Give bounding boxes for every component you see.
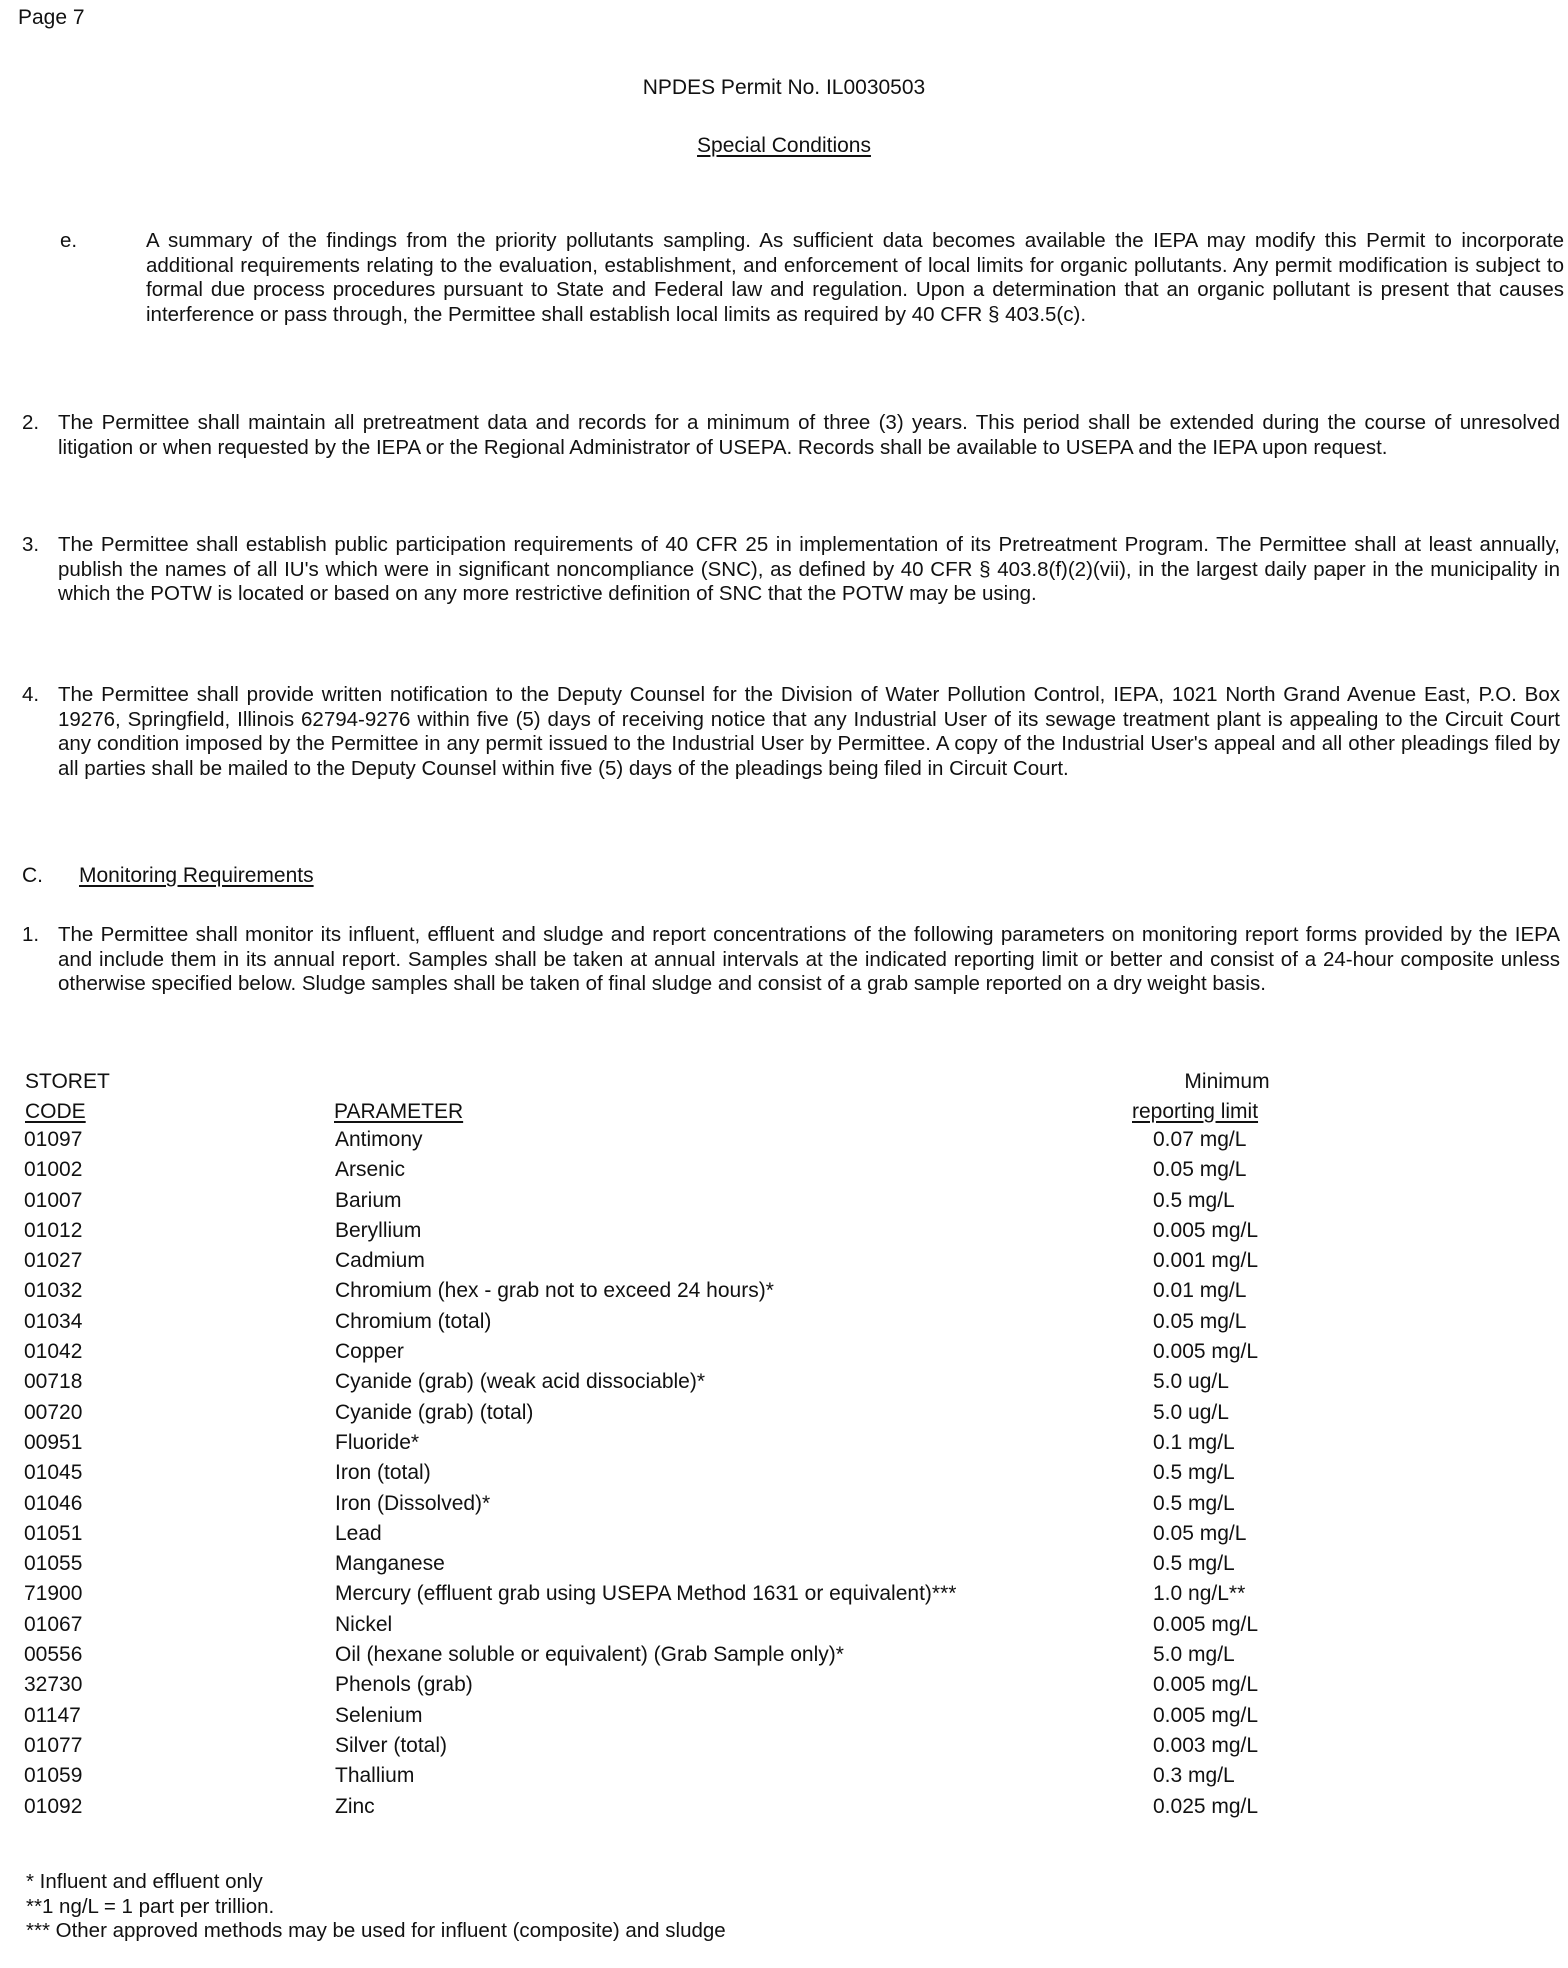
parameter: Phenols (grab) [335,1673,473,1697]
header-storet: STORET [25,1070,110,1093]
table-row [22,1795,1422,1825]
storet-code: 01012 [24,1218,83,1242]
table-row [22,1370,1422,1400]
paragraph-item-3 [22,533,1560,607]
permit-number: NPDES Permit No. IL0030503 [642,76,926,99]
storet-code: 00718 [24,1370,83,1394]
table-row [22,1552,1422,1582]
reporting-limit: 0.5 mg/L [1153,1552,1235,1576]
reporting-limit: 5.0 ug/L [1153,1370,1229,1394]
storet-code: 01034 [24,1309,83,1333]
storet-code: 01055 [24,1552,83,1576]
storet-code: 01002 [24,1158,83,1182]
storet-code: 32730 [24,1673,83,1697]
storet-code: 01045 [24,1461,83,1485]
reporting-limit: 0.005 mg/L [1153,1703,1259,1727]
table-row [22,1734,1422,1764]
table-row [22,1582,1422,1612]
parameter: Cyanide (grab) (weak acid dissociable)* [335,1370,706,1394]
parameter: Manganese [335,1552,445,1576]
storet-code: 00951 [24,1430,83,1454]
item-text: A summary of the findings from the priority pollutants sampling. As sufficient data becomes available the IEPA may modify this Permit to incorporate additional requirements relating to the evaluation, establishment, and enforcement of local limits for organic pollutants. Any permit modification is subject to formal due process procedures pursuant to State and Federal law and regulation. Upon a determination that an organic pollutant is present that causes interference or pass through, the Permittee shall establish local limits as required by 40 CFR § 403.5(c). [146,229,1564,326]
reporting-limit: 5.0 mg/L [1153,1643,1235,1667]
storet-code: 01032 [24,1279,83,1303]
item-text: The Permittee shall establish public participation requirements of 40 CFR 25 in implementation of its Pretreatment Program. The Permittee shall at least annually, publish the names of all IU's which were in significant noncompliance (SNC), as defined by 40 CFR § 403.8(f)(2)(vii), in the largest daily paper in the municipality in which the POTW is located or based on any more restrictive definition of SNC that the POTW may be using. [58,533,1560,605]
table-row [22,1219,1422,1249]
reporting-limit: 1.0 ng/L** [1153,1582,1246,1606]
parameter: Zinc [335,1794,375,1818]
table-row [22,1401,1422,1431]
reporting-limit: 0.025 mg/L [1153,1794,1259,1818]
item-text: The Permittee shall monitor its influent, effluent and sludge and report concentrations of the following parameters on monitoring report forms provided by the IEPA and include them in its annual report. Samples shall be taken at annual intervals at the indicated reporting limit or better and consist of a 24-hour composite unless otherwise specified below. Sludge samples shall be taken of final sludge and consist of a grab sample reported on a dry weight basis. [58,923,1560,995]
paragraph-monitoring-1 [22,923,1560,997]
storet-code: 01147 [24,1703,81,1727]
section-c-heading [22,864,314,888]
reporting-limit: 0.003 mg/L [1153,1733,1259,1757]
table-row [22,1310,1422,1340]
parameter: Copper [335,1340,404,1364]
parameter: Cadmium [335,1249,425,1273]
table-body [22,1128,1422,1825]
parameter: Chromium (total) [335,1309,492,1333]
storet-code: 01027 [24,1249,83,1273]
parameter: Nickel [335,1612,393,1636]
parameter: Thallium [335,1764,415,1788]
parameter: Iron (Dissolved)* [335,1491,491,1515]
parameter: Selenium [335,1703,423,1727]
reporting-limit: 0.5 mg/L [1153,1188,1235,1212]
section-title [0,134,1568,158]
table-row [22,1340,1422,1370]
table-row [22,1189,1422,1219]
table-row [22,1643,1422,1673]
section-c-title: Monitoring Requirements [79,864,314,887]
storet-code: 01092 [24,1794,83,1818]
paragraph-item-e [60,229,1564,327]
footnote-double-asterisk: **1 ng/L = 1 part per trillion. [26,1894,275,1918]
item-number: 4. [22,683,40,706]
page-label: Page 7 [18,6,85,29]
table-row [22,1128,1422,1158]
parameter: Cyanide (grab) (total) [335,1400,534,1424]
reporting-limit: 0.07 mg/L [1153,1128,1247,1151]
storet-code: 01046 [24,1491,83,1515]
parameter: Lead [335,1521,382,1545]
section-letter: C. [22,864,43,887]
footnote-triple-asterisk: *** Other approved methods may be used for influent (composite) and sludge [26,1919,726,1942]
reporting-limit: 0.5 mg/L [1153,1461,1235,1485]
parameter: Antimony [335,1128,423,1151]
paragraph-item-4 [22,683,1560,781]
section-title-text: Special Conditions [697,134,871,157]
table-row [22,1764,1422,1794]
storet-code: 00720 [24,1400,83,1424]
reporting-limit: 0.01 mg/L [1153,1279,1247,1303]
table-row [22,1522,1422,1552]
item-text: The Permittee shall maintain all pretreatment data and records for a minimum of three (3) years. This period shall be extended during the course of unresolved litigation or when requested by the IEPA or the Regional Administrator of USEPA. Records shall be available to USEPA and the IEPA upon request. [58,411,1560,459]
reporting-limit: 0.05 mg/L [1153,1521,1247,1545]
storet-code: 01007 [24,1188,83,1212]
reporting-limit: 0.5 mg/L [1153,1491,1235,1515]
header-minimum: Minimum [1184,1070,1270,1093]
table-row [22,1431,1422,1461]
parameter: Oil (hexane soluble or equivalent) (Grab Sample only)* [335,1643,844,1667]
item-number: e. [60,229,78,252]
table-row [22,1279,1422,1309]
reporting-limit: 0.3 mg/L [1153,1764,1235,1788]
storet-code: 00556 [24,1643,83,1667]
parameter: Silver (total) [335,1733,448,1757]
reporting-limit: 0.005 mg/L [1153,1612,1259,1636]
table-row [22,1704,1422,1734]
table-row [22,1492,1422,1522]
storet-code: 01097 [24,1128,83,1151]
reporting-limit: 0.005 mg/L [1153,1218,1259,1242]
footnotes [26,1870,726,1944]
parameter: Barium [335,1188,402,1212]
header-reporting-limit: reporting limit [1132,1100,1259,1123]
item-number: 1. [22,923,40,946]
reporting-limit: 0.1 mg/L [1153,1430,1235,1454]
reporting-limit: 0.005 mg/L [1153,1340,1259,1364]
storet-code: 01059 [24,1764,83,1788]
reporting-limit: 5.0 ug/L [1153,1400,1229,1424]
storet-code: 01051 [24,1521,83,1545]
storet-code: 71900 [24,1582,83,1606]
table-row [22,1673,1422,1703]
parameter: Beryllium [335,1218,422,1242]
parameter: Mercury (effluent grab using USEPA Method 1631 or equivalent)*** [335,1582,957,1606]
parameter: Fluoride* [335,1430,420,1454]
parameter: Arsenic [335,1158,406,1182]
table-row [22,1158,1422,1188]
item-number: 2. [22,411,40,434]
paragraph-item-2 [22,411,1560,460]
reporting-limit: 0.001 mg/L [1153,1249,1259,1273]
item-text: The Permittee shall provide written notification to the Deputy Counsel for the Division of Water Pollution Control, IEPA, 1021 North Grand Avenue East, P.O. Box 19276, Springfield, Illinois 62794-9276 within five (5) days of receiving notice that any Industrial User of its sewage treatment plant is appealing to the Circuit Court any condition imposed by the Permittee in any permit issued to the Industrial User by Permittee. A copy of the Industrial User's appeal and all other pleadings filed by all parties shall be mailed to the Deputy Counsel within five (5) days of the pleadings being filed in Circuit Court. [58,683,1560,780]
storet-code: 01067 [24,1612,83,1636]
table-row [22,1461,1422,1491]
reporting-limit: 0.05 mg/L [1153,1309,1247,1333]
reporting-limit: 0.005 mg/L [1153,1673,1259,1697]
storet-code: 01042 [24,1340,83,1364]
storet-code: 01077 [24,1733,83,1757]
parameter: Iron (total) [335,1461,431,1485]
footnote-single-asterisk: * Influent and effluent only [26,1870,263,1893]
header-parameter: PARAMETER [334,1100,464,1123]
header-code: CODE [25,1100,86,1123]
parameter: Chromium (hex - grab not to exceed 24 hours)* [335,1279,774,1303]
item-number: 3. [22,533,40,556]
table-row [22,1249,1422,1279]
reporting-limit: 0.05 mg/L [1153,1158,1247,1182]
table-row [22,1613,1422,1643]
